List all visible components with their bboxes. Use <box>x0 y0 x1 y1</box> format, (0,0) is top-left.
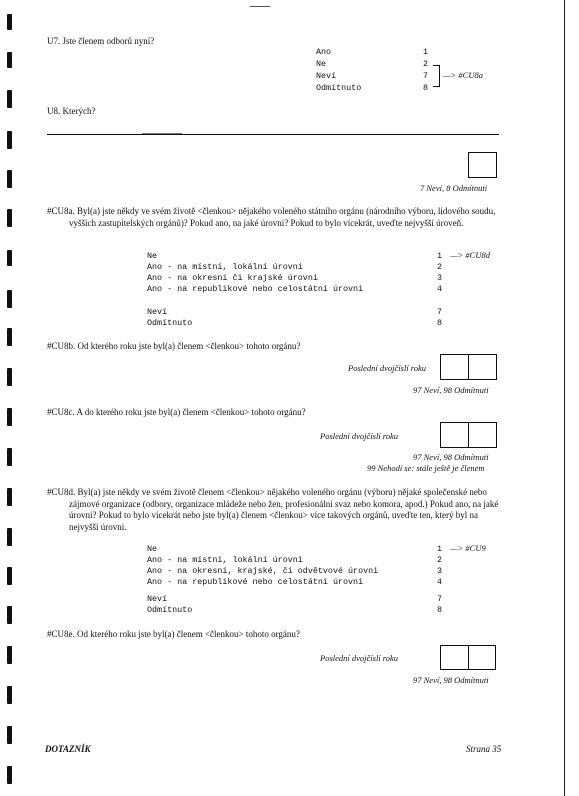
scan-mark <box>250 6 270 7</box>
option-code: 7 <box>422 71 428 81</box>
skip-instruction: —> #CU8a <box>443 70 483 80</box>
punch-hole <box>7 646 12 664</box>
punch-hole <box>7 90 12 108</box>
punch-hole <box>7 528 12 546</box>
digit-box-1[interactable] <box>440 645 469 670</box>
option-code: 4 <box>436 284 442 294</box>
punch-hole <box>7 131 12 149</box>
question-u8: U8. Kterých? <box>47 106 96 116</box>
option-label: Odmítnuto <box>147 318 193 328</box>
punch-hole <box>7 290 12 308</box>
skip-instruction: —> #CU8d <box>450 250 490 260</box>
question-text: #CU8a. Byl(a) jste někdy ve svém životě <členkou> nějakého voleného státního orgánu (národního výboru, lidového soudu, vyšších zastupitelských orgánů)? Pokud ano, na jaké úrovni? Pokud to bylo vícekrát, uveďte nejvyšší úroveň. <box>47 206 496 228</box>
footer-right: Strana 35 <box>466 744 502 754</box>
option-label: Odmítnuto <box>316 83 362 93</box>
option-code: 3 <box>436 273 442 283</box>
option-label: Ano - na republikové nebo celostátní úrovni <box>147 577 364 587</box>
question-cu8c: #CU8c. A do kterého roku jste byl(a) členem <členkou> tohoto orgánu? <box>47 407 306 417</box>
question-cu8a <box>47 206 505 229</box>
answer-box-u8[interactable] <box>468 152 497 178</box>
option-code: 2 <box>422 59 428 69</box>
box-label: Poslední dvojčíslí roku <box>348 363 427 373</box>
skip-instruction: —> #CU9 <box>450 543 486 553</box>
question-text: #CU8d. Byl(a) jste někdy ve svém životě členem <členkou> nějakého voleného orgánu (výboru) nějaké společenské nebo zájmové organizace (odbory, organizace mládeže nebo žen, profesionální svaz nebo komora, apod.) Pokud ano, na jaké úrovni? Pokud to bylo vícekrát nebo jste byl(a) členem <členkou> více takových orgánů, uveďte ten, který byl na nejvyšší úrovni. <box>47 487 499 532</box>
note-cu8c-2: 99 Nehodí se: stále ještě je členem <box>367 463 485 473</box>
answer-line <box>47 134 499 135</box>
note-cu8e: 97 Neví, 98 Odmítnuti <box>413 675 489 685</box>
digit-box-1[interactable] <box>440 422 469 448</box>
note-cu8c-1: 97 Neví, 98 Odmítnuti <box>413 452 489 462</box>
scan-mark <box>142 133 182 134</box>
punch-hole <box>7 766 12 784</box>
option-label: Ne <box>147 251 158 261</box>
punch-hole <box>7 170 12 188</box>
option-code: 8 <box>436 318 442 328</box>
question-cu8b: #CU8b. Od kterého roku jste byl(a) členem <členkou> tohoto orgánu? <box>47 341 301 351</box>
page-edge-line <box>564 0 565 796</box>
box-label: Poslední dvojčíslí roku <box>320 431 399 441</box>
option-code: 2 <box>436 262 442 272</box>
option-label: Ano - na republikové nebo celostátní úrovni <box>147 284 364 294</box>
question-u7: U7. Jste členem odborů nyní? <box>47 36 155 46</box>
option-label: Neví <box>147 307 168 317</box>
digit-box-2[interactable] <box>468 645 496 670</box>
punch-hole <box>7 606 12 624</box>
digit-box-1[interactable] <box>440 354 469 380</box>
punch-hole <box>7 250 12 266</box>
option-label: Neví <box>147 594 168 604</box>
option-label: Ne <box>316 59 327 69</box>
option-code: 8 <box>422 83 428 93</box>
option-code: 1 <box>436 544 442 554</box>
punch-hole <box>7 686 12 704</box>
option-code: 1 <box>422 47 428 57</box>
punch-hole <box>7 209 12 227</box>
option-label: Ano <box>316 47 332 57</box>
option-label: Ano - na místní, lokální úrovni <box>147 555 303 565</box>
option-label: Ano - na okresní či krajské úrovni <box>147 273 318 283</box>
option-label: Ne <box>147 544 158 554</box>
punch-hole <box>7 368 12 386</box>
question-cu8e: #CU8e. Od kterého roku jste byl(a) členem <členkou> tohoto orgánu? <box>47 629 300 639</box>
punch-hole <box>7 328 12 346</box>
option-code: 8 <box>436 605 442 615</box>
option-code: 1 <box>436 251 442 261</box>
skip-bracket <box>433 65 440 87</box>
punch-hole <box>7 14 12 30</box>
footer-left: DOTAZNÍK <box>45 744 91 754</box>
note-u8: 7 Neví, 8 Odmítnuti <box>420 183 488 193</box>
punch-hole <box>7 567 12 585</box>
punch-hole <box>7 488 12 506</box>
punch-hole <box>7 52 12 68</box>
box-label: Poslední dvojčíslí roku <box>320 653 399 663</box>
option-label: Odmítnuto <box>147 605 193 615</box>
punch-hole <box>7 408 12 426</box>
option-code: 7 <box>436 594 442 604</box>
option-code: 4 <box>436 577 442 587</box>
option-code: 2 <box>436 555 442 565</box>
option-label: Ano - na okresní, krajské, či odvětvové úrovni <box>147 566 379 576</box>
option-code: 7 <box>436 307 442 317</box>
punch-hole <box>7 726 12 744</box>
option-code: 3 <box>436 566 442 576</box>
option-label: Ano - na místní, lokální úrovni <box>147 262 303 272</box>
note-cu8b: 97 Neví, 98 Odmítnuti <box>413 385 489 395</box>
question-cu8d <box>47 487 505 533</box>
digit-box-2[interactable] <box>468 354 497 380</box>
punch-hole <box>7 448 12 466</box>
digit-box-2[interactable] <box>468 422 497 448</box>
option-label: Neví <box>316 71 337 81</box>
